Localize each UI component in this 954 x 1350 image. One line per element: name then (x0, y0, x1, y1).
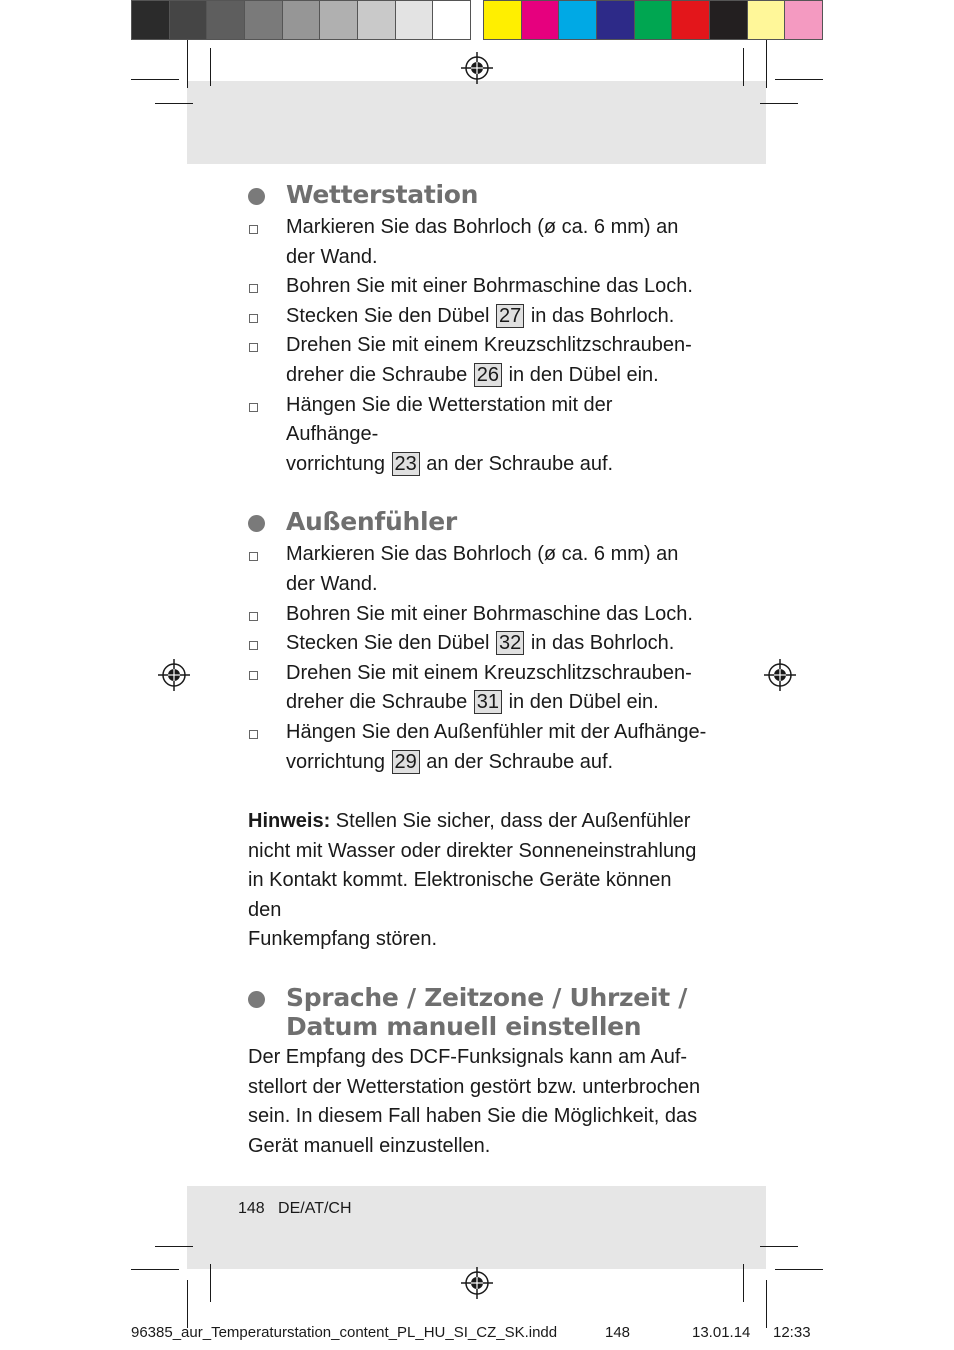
color-swatch (396, 1, 434, 39)
bullet-dot-icon (248, 188, 265, 205)
color-swatch (748, 1, 786, 39)
part-number-ref: 32 (496, 631, 524, 655)
checkbox-square-icon (249, 641, 258, 650)
list-item (248, 629, 708, 659)
list-item (248, 600, 708, 630)
part-number-ref: 27 (496, 304, 524, 328)
note-line: in Kontakt kommt. Elektronische Geräte können den (248, 869, 672, 921)
crop-mark (210, 1264, 211, 1302)
item-text: Hängen Sie den Außenfühler mit der Aufhänge- (286, 720, 707, 743)
header-band (187, 81, 766, 164)
crop-mark (131, 1269, 179, 1270)
item-text: Bohren Sie mit einer Bohrmaschine das Loch. (286, 275, 693, 298)
item-text: in den Dübel ein. (503, 363, 659, 386)
crop-mark (766, 40, 767, 88)
color-swatch (132, 1, 170, 39)
item-text: in das Bohrloch. (525, 304, 675, 327)
item-text: Stecken Sie den Dübel (286, 304, 496, 327)
color-swatch (559, 1, 597, 39)
crop-mark (743, 48, 744, 86)
checkbox-square-icon (249, 314, 258, 323)
slug-time: 12:33 (773, 1324, 811, 1341)
part-number-ref: 23 (392, 452, 420, 476)
checkbox-square-icon (249, 730, 258, 739)
registration-mark-icon (764, 659, 796, 691)
page-content (248, 180, 708, 1161)
checkbox-square-icon (249, 671, 258, 680)
section-aussenfuehler (248, 507, 708, 777)
item-text: vorrichtung (286, 750, 391, 773)
section-title: Außenfühler (286, 507, 457, 537)
page-number: 148 (238, 1200, 265, 1217)
body-line: Der Empfang des DCF-Funksignals kann am Auf- (248, 1046, 688, 1069)
item-text: vorrichtung (286, 452, 391, 475)
item-text: Drehen Sie mit einem Kreuzschlitzschrauben- (286, 334, 692, 357)
slug-date: 13.01.14 (692, 1324, 751, 1341)
body-line: Gerät manuell einzustellen. (248, 1134, 491, 1157)
color-swatch (207, 1, 245, 39)
item-text: in das Bohrloch. (525, 632, 675, 655)
crop-mark (743, 1264, 744, 1302)
crop-mark (766, 1280, 767, 1328)
checkbox-square-icon (249, 612, 258, 621)
item-text: in den Dübel ein. (503, 691, 659, 714)
list-item (248, 391, 708, 480)
registration-mark-icon (158, 659, 190, 691)
crop-mark (155, 1246, 193, 1247)
bullet-dot-icon (248, 515, 265, 532)
list-item (248, 302, 708, 332)
color-swatch (785, 1, 822, 39)
item-text: dreher die Schraube (286, 691, 473, 714)
slug-filename: 96385_aur_Temperaturstation_content_PL_HU_SI_CZ_SK.indd (131, 1324, 558, 1341)
item-text: Drehen Sie mit einem Kreuzschlitzschrauben- (286, 661, 692, 684)
crop-mark (187, 40, 188, 88)
list-item (248, 659, 708, 718)
list-item (248, 540, 708, 599)
item-text: Bohren Sie mit einer Bohrmaschine das Loch. (286, 602, 693, 625)
crop-mark (775, 79, 823, 80)
color-swatch (484, 1, 522, 39)
crop-mark (210, 48, 211, 86)
instruction-list (248, 213, 708, 479)
color-swatch (710, 1, 748, 39)
list-item (248, 272, 708, 302)
note-label: Hinweis: (248, 810, 331, 833)
section-title: Wetterstation (286, 180, 479, 209)
body-line: stellort der Wetterstation gestört bzw. unterbrochen (248, 1075, 701, 1098)
section-title-line: Sprache / Zeitzone / Uhrzeit / (286, 983, 688, 1013)
list-item (248, 718, 708, 777)
color-swatch (358, 1, 396, 39)
body-line: sein. In diesem Fall haben Sie die Möglichkeit, das (248, 1105, 698, 1128)
grayscale-color-bar (131, 0, 471, 40)
slug-page: 148 (605, 1324, 631, 1341)
item-text: der Wand. (286, 572, 378, 595)
section-heading (248, 507, 708, 536)
item-text: dreher die Schraube (286, 363, 473, 386)
process-color-bar (483, 0, 823, 40)
list-item (248, 331, 708, 390)
part-number-ref: 26 (474, 363, 502, 387)
color-swatch (320, 1, 358, 39)
color-swatch (522, 1, 560, 39)
section-body (248, 1043, 708, 1161)
item-text: Markieren Sie das Bohrloch (ø ca. 6 mm) an (286, 216, 679, 238)
checkbox-square-icon (249, 284, 258, 293)
note-line: Funkempfang stören. (248, 928, 437, 951)
crop-mark (760, 1246, 798, 1247)
color-swatch (672, 1, 710, 39)
bullet-dot-icon (248, 991, 265, 1008)
item-text: Markieren Sie das Bohrloch (ø ca. 6 mm) an (286, 543, 679, 566)
item-text: der Wand. (286, 245, 378, 268)
item-text: Stecken Sie den Dübel (286, 632, 496, 655)
registration-mark-icon (461, 52, 493, 84)
color-swatch (170, 1, 208, 39)
crop-mark (131, 79, 179, 80)
part-number-ref: 29 (392, 750, 420, 774)
list-item (248, 213, 708, 272)
instruction-list (248, 540, 708, 777)
section-wetterstation (248, 180, 708, 479)
note-paragraph (248, 807, 708, 955)
section-heading (248, 180, 708, 209)
item-text: an der Schraube auf. (420, 750, 614, 773)
checkbox-square-icon (249, 552, 258, 561)
checkbox-square-icon (249, 343, 258, 352)
footer-band (187, 1186, 766, 1269)
part-number-ref: 31 (474, 690, 502, 714)
crop-mark (155, 103, 193, 104)
section-manual-settings (248, 983, 708, 1161)
registration-mark-icon (461, 1267, 493, 1299)
checkbox-square-icon (249, 403, 258, 412)
checkbox-square-icon (249, 225, 258, 234)
page-footer (238, 1200, 352, 1218)
color-swatch (635, 1, 673, 39)
section-heading (248, 983, 708, 1041)
note-line: nicht mit Wasser oder direkter Sonneneinstrahlung (248, 839, 697, 862)
crop-mark (187, 1280, 188, 1328)
color-swatch (597, 1, 635, 39)
region-code: DE/AT/CH (278, 1200, 352, 1217)
item-text: Hängen Sie die Wetterstation mit der Aufhänge- (286, 393, 613, 446)
color-swatch (245, 1, 283, 39)
note-line: Stellen Sie sicher, dass der Außenfühler (330, 810, 691, 833)
section-title-line: Datum manuell einstellen (286, 1012, 642, 1042)
color-swatch (283, 1, 321, 39)
crop-mark (775, 1269, 823, 1270)
crop-mark (760, 103, 798, 104)
item-text: an der Schraube auf. (420, 452, 614, 475)
color-swatch (433, 1, 470, 39)
